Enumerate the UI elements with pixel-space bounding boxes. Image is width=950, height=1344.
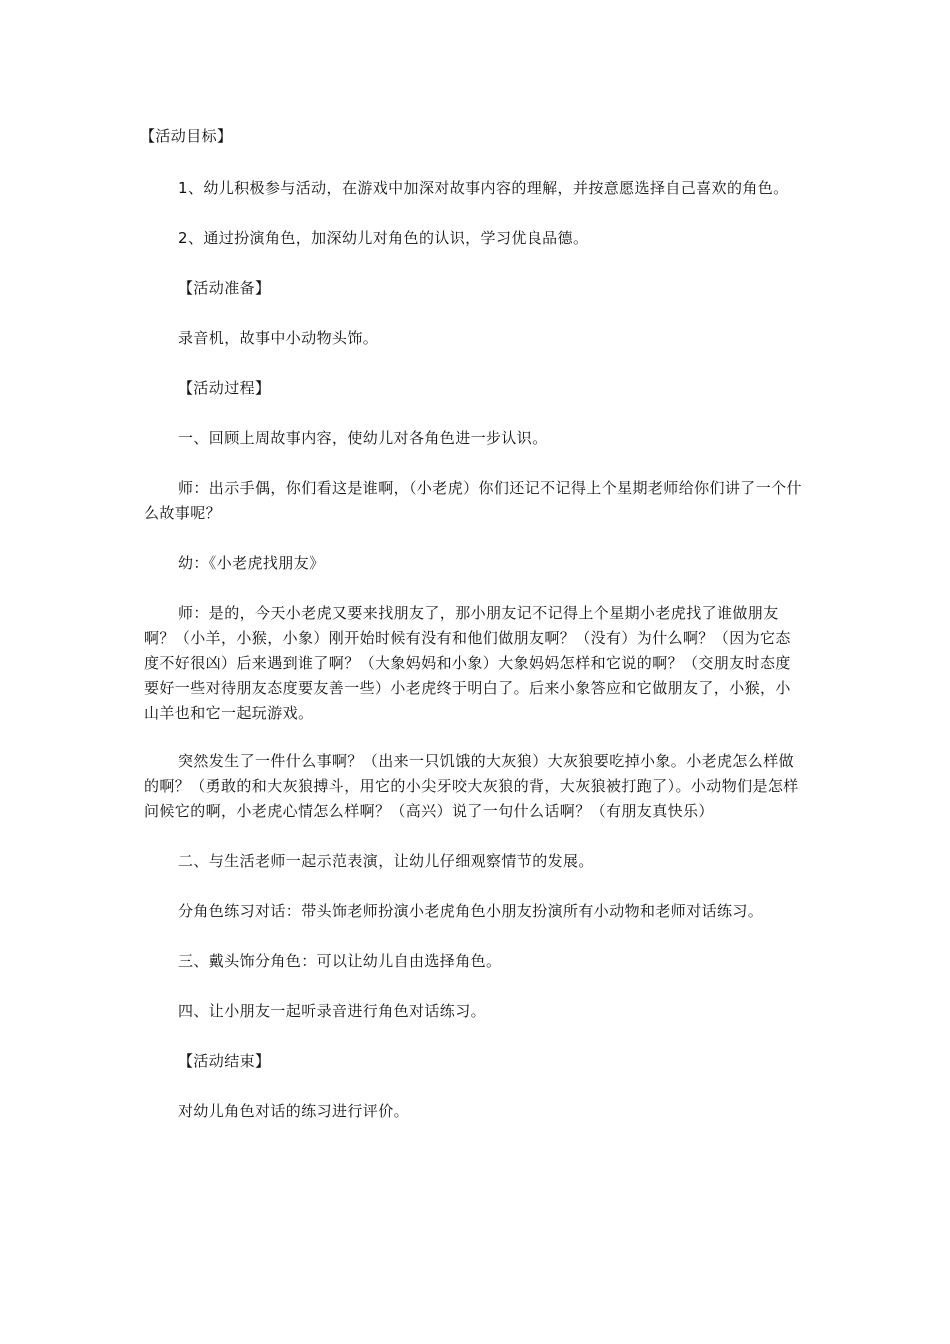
section-heading-goals: 【活动目标】 [140, 127, 233, 145]
preparation-text: 录音机，故事中小动物头饰。 [178, 329, 379, 347]
end-text: 对幼儿角色对话的练习进行评价。 [178, 1102, 410, 1120]
section-heading-end: 【活动结束】 [178, 1052, 271, 1070]
role-practice-text: 分角色练习对话：带头饰老师扮演小老虎角色小朋友扮演所有小动物和老师对话练习。 [178, 902, 764, 920]
teacher-question-2: 师：是的，今天小老虎又要来找朋友了，那小朋友记不记得上个星期小老虎找了谁做朋友啊？（小羊，小猴，小象）刚开始时候有没有和他们做朋友啊？（没有）为什么啊？（因为它态度不好很凶）后来遇到谁了啊？（大象妈妈和小象）大象妈妈怎样和它说的啊？（交朋友时态度要好一些对待朋友态度要友善一些）小老虎终于明白了。后来小象答应和它做朋友了，小猴，小山羊也和它一起玩游戏。 [144, 604, 791, 722]
process-step-4: 四、让小朋友一起听录音进行角色对话练习。 [178, 1002, 487, 1020]
goal-item-1: 1、幼儿积极参与活动，在游戏中加深对故事内容的理解，并按意愿选择自己喜欢的角色。 [178, 179, 789, 197]
child-answer-1: 幼：《小老虎找朋友》 [178, 554, 325, 572]
teacher-question-1: 师：出示手偶，你们看这是谁啊，（小老虎）你们还记不记得上个星期老师给你们讲了一个什么故事呢？ [144, 479, 802, 522]
goal-item-2: 2、通过扮演角色，加深幼儿对角色的认识，学习优良品德。 [178, 229, 589, 247]
story-review-paragraph: 突然发生了一件什么事啊？（出来一只饥饿的大灰狼）大灰狼要吃掉小象。小老虎怎么样做的啊？（勇敢的和大灰狼搏斗，用它的小尖牙咬大灰狼的背，大灰狼被打跑了）。小动物们是怎样问候它的啊，小老虎心情怎么样啊？（高兴）说了一句什么话啊？（有朋友真快乐） [144, 752, 799, 820]
process-step-2: 二、与生活老师一起示范表演，让幼儿仔细观察情节的发展。 [178, 852, 594, 870]
process-step-1: 一、回顾上周故事内容，使幼儿对各角色进一步认识。 [178, 429, 548, 447]
section-heading-preparation: 【活动准备】 [178, 279, 271, 297]
section-heading-process: 【活动过程】 [178, 379, 271, 397]
process-step-3: 三、戴头饰分角色：可以让幼儿自由选择角色。 [178, 952, 502, 970]
